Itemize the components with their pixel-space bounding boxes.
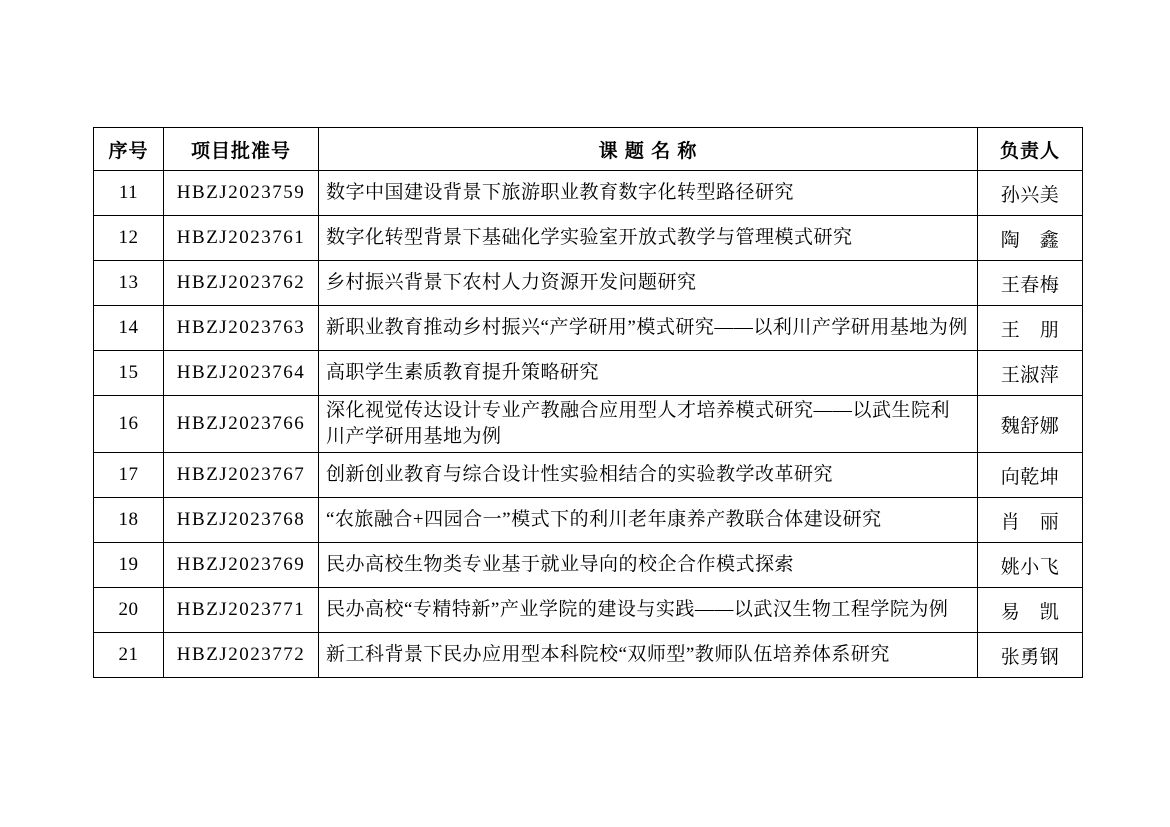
table-row <box>94 543 1083 588</box>
project-title-cell: 深化视觉传达设计专业产教融合应用型人才培养模式研究——以武生院利川产学研用基地为例 <box>319 396 978 453</box>
leader-cell: 向乾坤 <box>978 453 1083 498</box>
project-title-cell: 数字化转型背景下基础化学实验室开放式教学与管理模式研究 <box>319 216 978 261</box>
leader-cell: 王春梅 <box>978 261 1083 306</box>
project-title-cell: 民办高校“专精特新”产业学院的建设与实践——以武汉生物工程学院为例 <box>319 588 978 633</box>
grant-number-cell: HBZJ2023766 <box>164 396 319 453</box>
grant-number-cell: HBZJ2023762 <box>164 261 319 306</box>
table-row <box>94 216 1083 261</box>
leader-cell: 王淑萍 <box>978 351 1083 396</box>
serial-number-cell: 11 <box>94 171 164 216</box>
table-row <box>94 588 1083 633</box>
serial-number-cell: 13 <box>94 261 164 306</box>
leader-cell: 陶 鑫 <box>978 216 1083 261</box>
project-title-cell: 乡村振兴背景下农村人力资源开发问题研究 <box>319 261 978 306</box>
project-title-cell: 数字中国建设背景下旅游职业教育数字化转型路径研究 <box>319 171 978 216</box>
table-row <box>94 396 1083 453</box>
project-title-cell: 民办高校生物类专业基于就业导向的校企合作模式探索 <box>319 543 978 588</box>
leader-cell: 魏舒娜 <box>978 396 1083 453</box>
grant-number-cell: HBZJ2023771 <box>164 588 319 633</box>
grant-number-cell: HBZJ2023767 <box>164 453 319 498</box>
grant-number-cell: HBZJ2023763 <box>164 306 319 351</box>
serial-number-cell: 21 <box>94 633 164 678</box>
grant-number-cell: HBZJ2023769 <box>164 543 319 588</box>
serial-number-cell: 12 <box>94 216 164 261</box>
table-row <box>94 351 1083 396</box>
leader-cell: 张勇钢 <box>978 633 1083 678</box>
grant-number-cell: HBZJ2023772 <box>164 633 319 678</box>
serial-number-cell: 18 <box>94 498 164 543</box>
table-header-row <box>94 128 1083 171</box>
grant-number-cell: HBZJ2023759 <box>164 171 319 216</box>
table-row <box>94 453 1083 498</box>
leader-cell: 易 凯 <box>978 588 1083 633</box>
table-row <box>94 261 1083 306</box>
project-title-cell: 高职学生素质教育提升策略研究 <box>319 351 978 396</box>
serial-number-cell: 17 <box>94 453 164 498</box>
table-row <box>94 171 1083 216</box>
project-approval-table <box>93 127 1083 678</box>
header-project-title: 课 题 名 称 <box>319 128 978 171</box>
serial-number-cell: 20 <box>94 588 164 633</box>
leader-cell: 姚小飞 <box>978 543 1083 588</box>
table-row <box>94 498 1083 543</box>
leader-cell: 王 朋 <box>978 306 1083 351</box>
leader-cell: 孙兴美 <box>978 171 1083 216</box>
project-title-cell: 创新创业教育与综合设计性实验相结合的实验教学改革研究 <box>319 453 978 498</box>
table-row <box>94 306 1083 351</box>
header-grant-number: 项目批准号 <box>164 128 319 171</box>
leader-cell: 肖 丽 <box>978 498 1083 543</box>
project-title-cell: “农旅融合+四园合一”模式下的利川老年康养产教联合体建设研究 <box>319 498 978 543</box>
serial-number-cell: 15 <box>94 351 164 396</box>
header-leader: 负责人 <box>978 128 1083 171</box>
grant-number-cell: HBZJ2023764 <box>164 351 319 396</box>
serial-number-cell: 16 <box>94 396 164 453</box>
serial-number-cell: 19 <box>94 543 164 588</box>
serial-number-cell: 14 <box>94 306 164 351</box>
grant-number-cell: HBZJ2023761 <box>164 216 319 261</box>
project-title-cell: 新职业教育推动乡村振兴“产学研用”模式研究——以利川产学研用基地为例 <box>319 306 978 351</box>
table-body <box>94 171 1083 678</box>
header-serial-number: 序号 <box>94 128 164 171</box>
grant-number-cell: HBZJ2023768 <box>164 498 319 543</box>
project-title-cell: 新工科背景下民办应用型本科院校“双师型”教师队伍培养体系研究 <box>319 633 978 678</box>
table-row <box>94 633 1083 678</box>
